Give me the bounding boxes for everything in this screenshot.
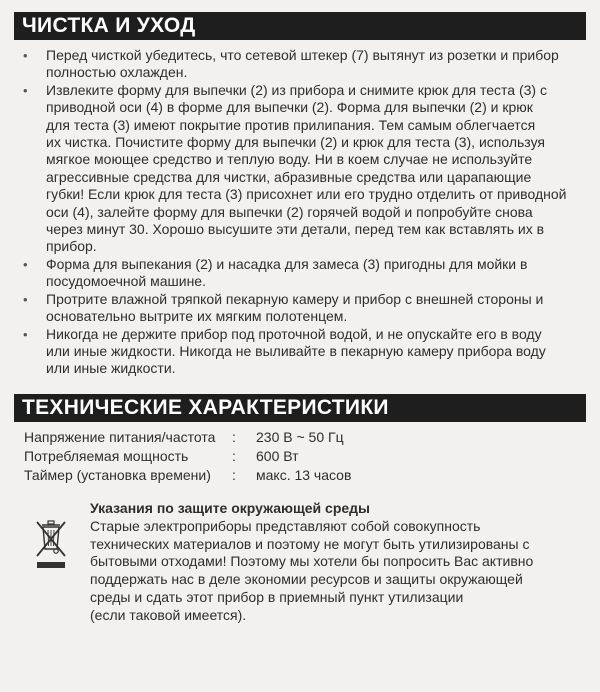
care-item-line: через минут 30. Хорошо высушите эти детали, перед тем как вставлять их в [46, 221, 545, 238]
care-item-line: посудомоечной машине. [46, 273, 206, 290]
bullet-icon: • [23, 291, 28, 307]
spec-label: Таймер (установка времени) [24, 467, 211, 483]
spec-row [24, 428, 584, 447]
spec-separator: : [232, 467, 236, 483]
care-item-line: или иные жидкости. [46, 360, 176, 377]
environment-line: поддержать нас в деле экономии ресурсов и защиты окружающей [90, 571, 523, 588]
spec-label: Потребляемая мощность [24, 448, 189, 464]
environment-body [90, 518, 590, 625]
environment-line: технических материалов и поэтому не могут быть утилизированы с [90, 535, 530, 552]
bullet-icon: • [23, 256, 28, 272]
care-item-line: Форма для выпекания (2) и насадка для замеса (3) пригодны для мойки в [46, 255, 528, 272]
care-item-line: оси (4), залейте форму для выпечки (2) горячей водой и попробуйте снова [46, 203, 533, 220]
environment-title: Указания по защите окружающей среды [90, 500, 371, 516]
care-item-line: Перед чисткой убедитесь, что сетевой штекер (7) вытянут из розетки и прибор [46, 47, 559, 63]
care-item [20, 82, 590, 256]
spec-value: 600 Вт [256, 448, 299, 464]
care-item-line: основательно вытрите их мягким полотенцем. [46, 308, 348, 325]
specs-section-title: ТЕХНИЧЕСКИЕ ХАРАКТЕРИСТИКИ [22, 396, 389, 419]
care-item-line: Никогда не держите прибор под проточной водой, и не опускайте его в воду [46, 325, 542, 342]
care-item-line: мягкое моющее средство и теплую воду. Ни в коем случае не используйте [46, 151, 533, 168]
care-item-line: приводной оси (4) в форме для выпечки (2). Форма для выпечки (2) и крюк [46, 99, 533, 116]
environment-line: Старые электроприборы представляют собой совокупность [90, 517, 481, 534]
care-instructions-list [20, 47, 590, 378]
care-item-line: губки! Если крюк для теста (3) присохнет или его трудно отделить от приводной [46, 186, 567, 203]
care-item-line: прибор. [46, 238, 97, 255]
bullet-icon: • [23, 82, 28, 98]
care-item-line: для теста (3) имеют покрытие против прилипания. Тем самым облегчается [46, 116, 536, 133]
specs-section-header [14, 394, 586, 422]
care-item [20, 291, 590, 326]
spec-label: Напряжение питания/частота [24, 429, 216, 445]
care-item-line: Протрите влажной тряпкой пекарную камеру и прибор с внешней стороны и [46, 290, 544, 307]
care-item-line: их чистка. Почистите форму для выпечки (2) и крюк для теста (3), используя [46, 134, 545, 151]
spec-separator: : [232, 448, 236, 464]
care-item [20, 326, 590, 378]
spec-value: макс. 13 часов [256, 467, 352, 483]
care-section-title: ЧИСТКА И УХОД [22, 14, 196, 37]
care-item-line: или иные жидкости. Никогда не выливайте в пекарную камеру прибора воду [46, 342, 546, 359]
crossed-out-wheelie-bin-icon [34, 518, 68, 570]
spec-row [24, 447, 584, 466]
spec-separator: : [232, 429, 236, 445]
spec-row [24, 466, 584, 485]
care-item-line: агрессивные средства для чистки, абразивные средства или царапающие [46, 168, 532, 185]
spec-value: 230 В ~ 50 Гц [256, 429, 344, 445]
care-item-line: Извлеките форму для выпечки (2) из прибора и снимите крюк для теста (3) с [46, 81, 547, 98]
bullet-icon: • [23, 326, 28, 342]
environment-line: бытовыми отходами! Поэтому мы хотели бы попросить Вас активно [90, 553, 534, 570]
bullet-icon: • [23, 48, 28, 63]
care-item [20, 256, 590, 291]
care-item-line: полностью охлажден. [46, 64, 188, 81]
care-item [20, 47, 590, 82]
environment-notice [90, 500, 590, 625]
specs-table [24, 428, 584, 485]
environment-line: (если таковой имеется). [90, 606, 247, 623]
environment-line: среды и сдать этот прибор в приемный пункт утилизации [90, 588, 464, 605]
care-section-header [14, 12, 586, 40]
